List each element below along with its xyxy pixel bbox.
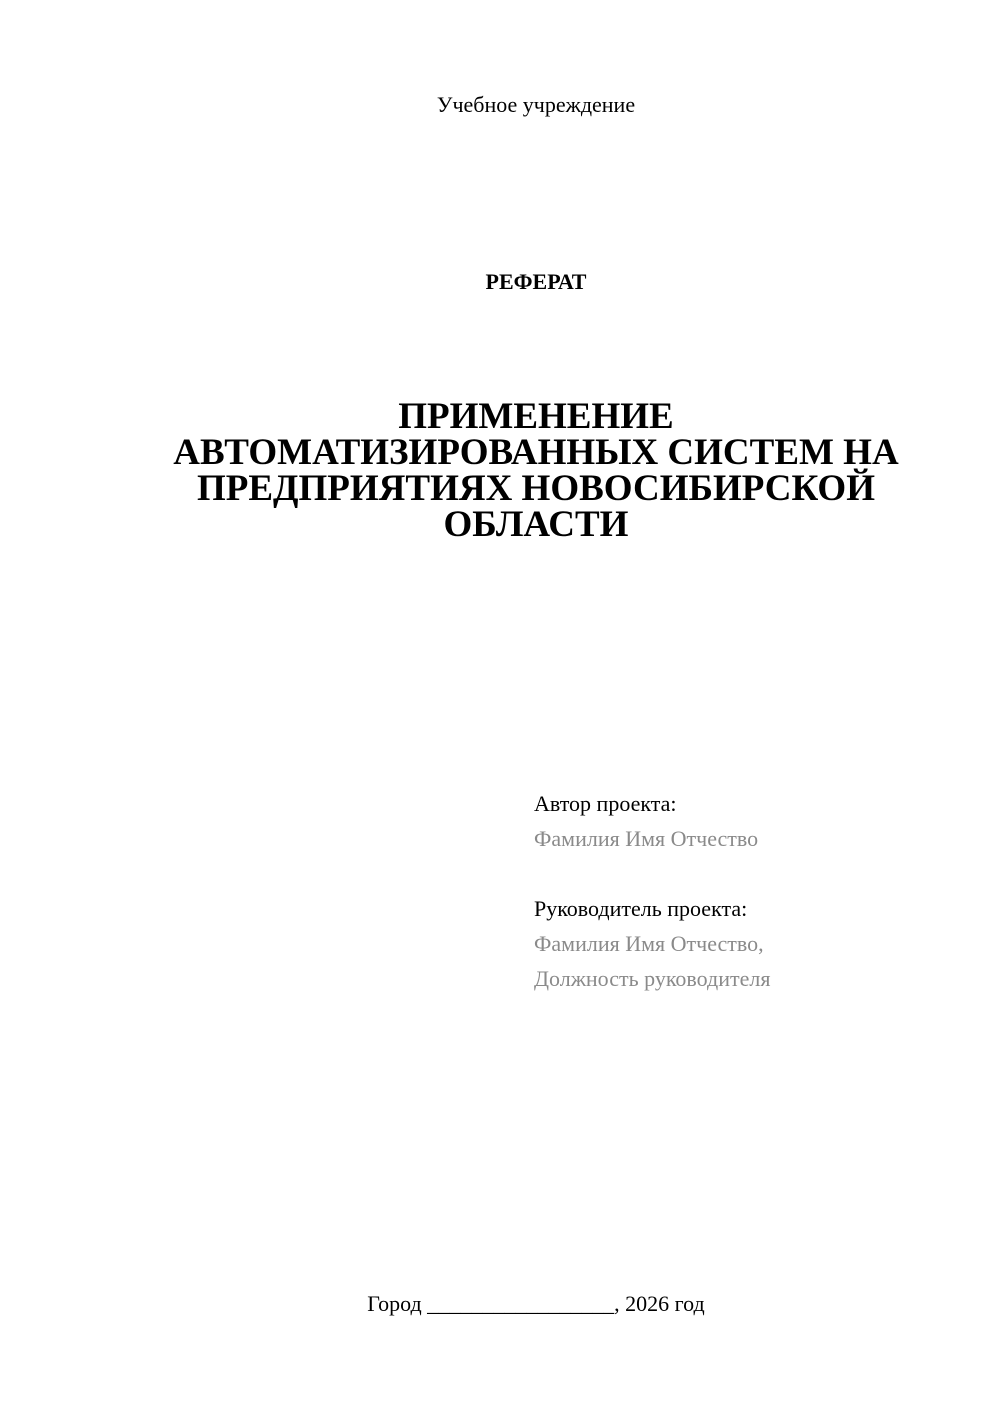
document-type: РЕФЕРАТ (485, 269, 587, 294)
title-line: ПРИМЕНЕНИЕ (398, 396, 674, 437)
author-block (534, 786, 974, 856)
author-label: Автор проекта: (534, 791, 677, 816)
supervisor-label: Руководитель проекта: (534, 896, 748, 921)
supervisor-position: Должность руководителя (534, 966, 771, 991)
title-line: ПРЕДПРИЯТИЯХ НОВОСИБИРСКОЙ (197, 468, 875, 509)
supervisor-name: Фамилия Имя Отчество, (534, 931, 764, 956)
document-title (100, 396, 972, 545)
author-name: Фамилия Имя Отчество (534, 826, 759, 851)
city-year-line: Город _________________, 2026 год (367, 1291, 705, 1316)
title-line: АВТОМАТИЗИРОВАННЫХ СИСТЕМ НА (173, 432, 899, 473)
supervisor-block (534, 891, 974, 996)
institution-name: Учебное учреждение (436, 92, 636, 117)
title-line: ОБЛАСТИ (443, 504, 629, 545)
